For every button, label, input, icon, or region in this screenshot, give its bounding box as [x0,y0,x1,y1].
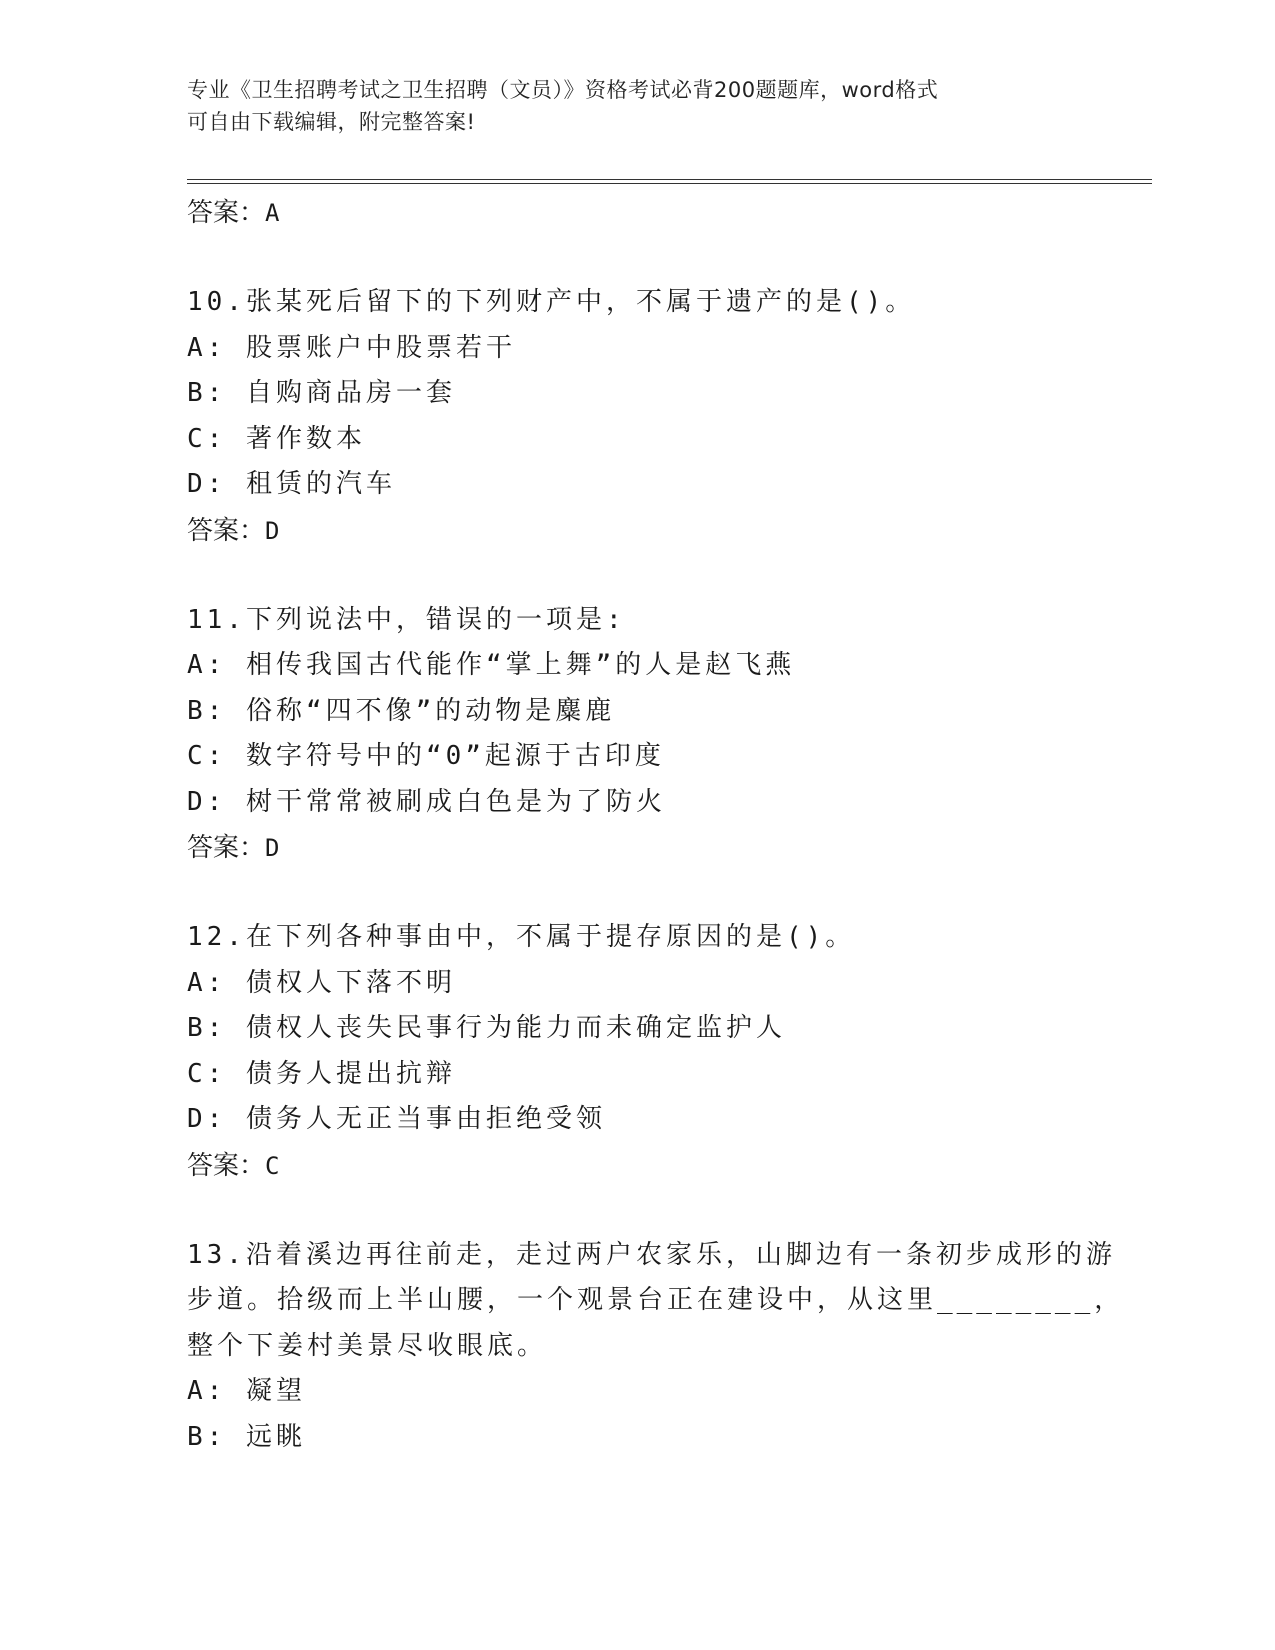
spacer [187,1189,1087,1233]
answer-line [187,825,1087,871]
option-b: B: 债权人丧失民事行为能力而未确定监护人 [187,1013,786,1043]
option-d: D: 树干常常被刷成白色是为了防火 [187,786,666,817]
answer-label: 答案： [187,833,266,863]
question-block [187,598,1087,872]
option-c: C: 数字符号中的“0”起源于古印度 [187,741,665,771]
option-a: A: 债权人下落不明 [187,967,456,998]
answer-label: 答案： [187,515,266,546]
question-stem: 11.下列说法中，错误的一项是: [187,604,626,635]
answer-line [187,190,1087,236]
option-a: A: 股票账户中股票若干 [187,332,516,363]
option-a: A: 凝望 [187,1376,306,1406]
header-divider-bottom [187,183,1152,184]
answer-label: 答案： [187,198,266,228]
option-c: C: 著作数本 [187,423,366,454]
header-line-2: 可自由下载编辑，附完整答案! [187,110,476,134]
answer-value: C [265,1151,280,1180]
question-stem: 10.张某死后留下的下列财产中，不属于遗产的是()。 [187,287,916,317]
header-line-1: 专业《卫生招聘考试之卫生招聘（文员）》资格考试必背200题题库，word格式 [187,78,939,102]
option-b: B: 远眺 [187,1421,306,1452]
answer-line [187,1143,1087,1189]
answer-value: D [265,516,280,545]
document-header [187,74,1067,138]
spacer [187,871,1087,915]
question-stem-line-2: 步道。拾级而上半山腰，一个观景台正在建设中，从这里________， [187,1285,1125,1315]
question-stem-line-1: 13.沿着溪边再往前走，走过两户农家乐，山脚边有一条初步成形的游 [187,1239,1116,1270]
header-divider-top [187,179,1152,180]
question-block [187,1233,1125,1461]
option-b: B: 自购商品房一套 [187,378,456,408]
option-b: B: 俗称“四不像”的动物是麋鹿 [187,695,616,726]
answer-line [187,508,1087,554]
option-c: C: 债务人提出抗辩 [187,1058,456,1089]
spacer [187,236,1087,280]
question-block [187,915,1087,1189]
spacer [187,554,1087,598]
answer-value: D [265,834,280,862]
question-stem: 12.在下列各种事由中，不属于提存原因的是()。 [187,922,856,952]
answer-value: A [265,199,280,227]
option-d: D: 债务人无正当事由拒绝受领 [187,1104,606,1134]
question-block [187,280,1087,554]
question-stem-line-3: 整个下姜村美景尽收眼底。 [187,1330,548,1361]
option-d: D: 租赁的汽车 [187,469,396,499]
document-body [187,190,1125,1460]
answer-label: 答案： [187,1150,266,1181]
option-a: A: 相传我国古代能作“掌上舞”的人是赵飞燕 [187,650,796,680]
